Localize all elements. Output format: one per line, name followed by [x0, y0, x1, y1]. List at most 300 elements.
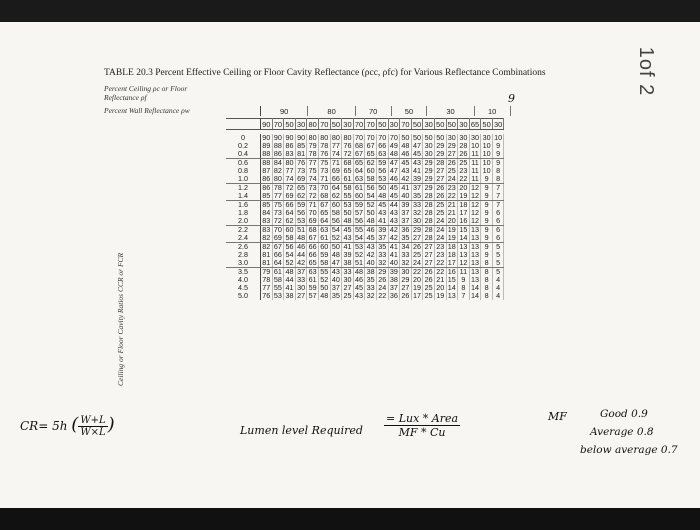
- mf-label: MF: [548, 410, 567, 423]
- reflectance-cell: 55: [320, 267, 329, 276]
- reflectance-cell: 27: [424, 250, 433, 259]
- reflectance-cell: 86: [273, 149, 282, 158]
- reflectance-cell: 48: [366, 216, 375, 225]
- reflectance-cell: 83: [285, 149, 294, 158]
- bottom-bar: [0, 508, 700, 530]
- reflectance-grid: [226, 134, 504, 300]
- reflectance-cell: 29: [401, 275, 410, 284]
- reflectance-cell: 27: [343, 283, 352, 292]
- reflectance-cell: 40: [389, 258, 398, 267]
- table-title: TABLE 20.3 Percent Effective Ceiling or Floor Cavity Reflectance (ρcc, ρfc) for Various Reflectance Combinations: [104, 68, 546, 78]
- reflectance-cell: 45: [413, 149, 422, 158]
- reflectance-cell: 16: [459, 216, 468, 225]
- reflectance-cell: 55: [273, 283, 282, 292]
- reflectance-cell: 45: [378, 200, 387, 209]
- reflectance-cell: 35: [401, 233, 410, 242]
- reflectance-cell: 28: [424, 191, 433, 200]
- cavity-ratio: 1.4: [226, 192, 261, 201]
- reflectance-cell: 52: [355, 250, 364, 259]
- page-indicator: 1of 2: [634, 46, 657, 97]
- reflectance-cell: 50: [413, 133, 422, 142]
- reflectance-cell: 72: [343, 149, 352, 158]
- reflectance-cell: 41: [343, 242, 352, 251]
- reflectance-cell: 8: [492, 167, 504, 175]
- reflectance-cell: 26: [459, 149, 468, 158]
- reflectance-cell: 35: [366, 275, 375, 284]
- reflectance-cell: 82: [262, 242, 271, 251]
- reflectance-cell: 68: [320, 191, 329, 200]
- reflectance-cell: 80: [320, 133, 329, 142]
- reflectance-cell: 19: [447, 233, 456, 242]
- reflectance-cell: 70: [308, 208, 317, 217]
- reflectance-cell: 46: [389, 174, 398, 183]
- reflectance-cell: 65: [366, 149, 375, 158]
- reflectance-cell: 60: [355, 191, 364, 200]
- reflectance-cell: 19: [459, 191, 468, 200]
- reflectance-cell: 43: [378, 208, 387, 217]
- reflectance-cell: 11: [469, 167, 481, 175]
- reflectance-cell: 30: [447, 133, 456, 142]
- reflectance-cell: 61: [343, 174, 352, 183]
- reflectance-cell: 44: [389, 200, 398, 209]
- reflectance-cell: 44: [297, 250, 306, 259]
- reflectance-cell: 12: [470, 200, 479, 209]
- reflectance-cell: 68: [355, 141, 364, 150]
- reflectance-cell: 32: [413, 208, 422, 217]
- reflectance-cell: 55: [343, 191, 352, 200]
- reflectance-cell: 50: [331, 242, 340, 251]
- reflectance-cell: 12: [470, 191, 479, 200]
- cr-prefix: CR= 5h: [20, 419, 68, 433]
- reflectance-cell: 69: [297, 174, 306, 183]
- reflectance-cell: 9: [492, 142, 504, 150]
- reflectance-cell: 53: [343, 200, 352, 209]
- cavity-ratio: 3.0: [226, 259, 261, 268]
- reflectance-cell: 61: [320, 233, 329, 242]
- reflectance-cell: 88: [262, 149, 271, 158]
- reflectance-cell: 11: [469, 150, 481, 159]
- reflectance-cell: 37: [401, 216, 410, 225]
- reflectance-cell: 22: [413, 267, 422, 276]
- reflectance-cell: 82: [262, 233, 271, 242]
- reflectance-cell: 13: [470, 233, 479, 242]
- reflectance-cell: 70: [378, 133, 387, 142]
- document-page: [0, 22, 700, 508]
- ceiling-value: 30: [427, 106, 474, 116]
- table-row: [226, 292, 504, 300]
- reflectance-cell: 37: [389, 283, 398, 292]
- reflectance-cell: 33: [413, 200, 422, 209]
- reflectance-cell: 14: [447, 283, 456, 292]
- reflectance-cell: 40: [331, 275, 340, 284]
- reflectance-cell: 4: [492, 276, 504, 284]
- reflectance-cell: 35: [331, 291, 340, 300]
- reflectance-cell: 21: [436, 275, 445, 284]
- reflectance-cell: 20: [459, 183, 468, 192]
- wall-value: 30: [389, 119, 398, 129]
- reflectance-cell: 43: [355, 291, 364, 300]
- reflectance-cell: 41: [413, 166, 422, 175]
- reflectance-cell: 13: [470, 267, 479, 276]
- reflectance-cell: 10: [494, 133, 503, 142]
- reflectance-cell: 15: [459, 225, 468, 234]
- reflectance-cell: 8: [481, 284, 493, 292]
- reflectance-cell: 37: [378, 233, 387, 242]
- wall-reflectance-label: Percent Wall Reflectance ρw: [104, 106, 190, 115]
- cavity-ratio: 0: [226, 134, 261, 142]
- reflectance-cell: 27: [436, 166, 445, 175]
- reflectance-cell: 41: [389, 242, 398, 251]
- reflectance-cell: 70: [366, 133, 375, 142]
- reflectance-cell: 45: [366, 233, 375, 242]
- lumen-numerator: = Lux * Area: [386, 412, 459, 425]
- reflectance-cell: 63: [355, 174, 364, 183]
- reflectance-cell: 38: [343, 258, 352, 267]
- reflectance-cell: 33: [366, 283, 375, 292]
- reflectance-cell: 50: [378, 183, 387, 192]
- cavity-ratio: 0.8: [226, 167, 261, 175]
- reflectance-cell: 39: [378, 225, 387, 234]
- reflectance-cell: 46: [401, 149, 410, 158]
- reflectance-cell: 52: [285, 258, 294, 267]
- lumen-denominator: MF * Cu: [398, 426, 446, 439]
- reflectance-cell: 34: [401, 242, 410, 251]
- reflectance-cell: 29: [424, 183, 433, 192]
- reflectance-cell: 15: [447, 275, 456, 284]
- reflectance-cell: 47: [389, 166, 398, 175]
- reflectance-cell: 52: [320, 275, 329, 284]
- reflectance-cell: 46: [297, 242, 306, 251]
- reflectance-cell: 8: [481, 259, 493, 268]
- reflectance-cell: 54: [331, 225, 340, 234]
- reflectance-cell: 33: [297, 275, 306, 284]
- reflectance-cell: 75: [320, 158, 329, 167]
- reflectance-cell: 26: [424, 267, 433, 276]
- reflectance-cell: 60: [285, 225, 294, 234]
- cavity-ratio: 4.5: [226, 284, 261, 292]
- reflectance-cell: 29: [436, 141, 445, 150]
- wall-value: 30: [459, 119, 468, 129]
- reflectance-cell: 62: [331, 191, 340, 200]
- reflectance-cell: 25: [413, 250, 422, 259]
- reflectance-cell: 26: [447, 158, 456, 167]
- reflectance-cell: 84: [262, 208, 271, 217]
- reflectance-cell: 90: [273, 133, 282, 142]
- wall-value: 30: [494, 119, 503, 129]
- reflectance-cell: 52: [366, 200, 375, 209]
- reflectance-cell: 6: [492, 217, 504, 226]
- cavity-ratio: 5.0: [226, 292, 261, 300]
- reflectance-cell: 9: [458, 276, 470, 284]
- reflectance-cell: 23: [447, 183, 456, 192]
- reflectance-cell: 48: [378, 191, 387, 200]
- ceiling-reflectance-label: Percent Ceiling ρc or Floor Reflectance ρf: [104, 84, 188, 102]
- reflectance-cell: 81: [262, 250, 271, 259]
- reflectance-cell: 13: [470, 242, 479, 251]
- wall-value: 50: [331, 119, 341, 129]
- reflectance-cell: 56: [285, 242, 294, 251]
- reflectance-cell: 36: [389, 291, 398, 300]
- reflectance-cell: 25: [447, 166, 456, 175]
- reflectance-cell: 61: [308, 275, 317, 284]
- reflectance-cell: 67: [308, 233, 317, 242]
- reflectance-cell: 63: [308, 267, 317, 276]
- reflectance-cell: 48: [401, 141, 410, 150]
- reflectance-cell: 77: [331, 141, 340, 150]
- reflectance-cell: 88: [262, 158, 271, 167]
- reflectance-cell: 71: [320, 174, 329, 183]
- reflectance-cell: 7: [492, 201, 504, 210]
- ceiling-value: 90: [261, 106, 308, 116]
- reflectance-cell: 59: [378, 158, 387, 167]
- reflectance-cell: 70: [389, 133, 398, 142]
- reflectance-cell: 85: [297, 141, 306, 150]
- cavity-ratio: 0.2: [226, 142, 261, 150]
- reflectance-cell: 76: [320, 149, 329, 158]
- reflectance-cell: 27: [297, 291, 306, 300]
- reflectance-cell: 50: [366, 208, 375, 217]
- reflectance-cell: 59: [308, 283, 317, 292]
- cavity-ratio: 1.2: [226, 184, 261, 193]
- reflectance-cell: 25: [436, 208, 445, 217]
- reflectance-cell: 86: [262, 174, 271, 183]
- reflectance-cell: 30: [297, 283, 306, 292]
- reflectance-cell: 9: [481, 209, 493, 217]
- reflectance-cell: 30: [424, 141, 433, 150]
- reflectance-cell: 43: [331, 267, 340, 276]
- lumen-formula: [384, 412, 460, 439]
- reflectance-cell: 47: [413, 141, 422, 150]
- ceiling-value: 70: [355, 106, 391, 116]
- reflectance-cell: 26: [401, 291, 410, 300]
- reflectance-cell: 13: [470, 258, 479, 267]
- reflectance-cell: 27: [424, 258, 433, 267]
- reflectance-cell: 69: [285, 191, 294, 200]
- wall-value: 30: [424, 119, 433, 129]
- reflectance-cell: 61: [355, 183, 364, 192]
- reflectance-cell: 5: [492, 251, 504, 259]
- reflectance-cell: 48: [331, 250, 340, 259]
- reflectance-cell: 59: [297, 200, 306, 209]
- reflectance-cell: 77: [262, 283, 271, 292]
- reflectance-cell: 18: [447, 250, 456, 259]
- reflectance-cell: 73: [273, 208, 282, 217]
- reflectance-cell: 22: [436, 258, 445, 267]
- reflectance-cell: 53: [355, 242, 364, 251]
- reflectance-cell: 43: [389, 216, 398, 225]
- reflectance-cell: 39: [401, 200, 410, 209]
- reflectance-cell: 48: [320, 291, 329, 300]
- reflectance-cell: 28: [424, 225, 433, 234]
- reflectance-cell: 52: [331, 233, 340, 242]
- wall-value: 70: [366, 119, 375, 129]
- reflectance-cell: 27: [424, 242, 433, 251]
- wall-value: 70: [320, 119, 329, 129]
- reflectance-cell: 29: [436, 149, 445, 158]
- reflectance-cell: 7: [458, 292, 470, 300]
- wall-value: 30: [296, 119, 306, 129]
- reflectance-cell: 28: [459, 141, 468, 150]
- reflectance-cell: 70: [273, 225, 282, 234]
- reflectance-cell: 51: [297, 225, 306, 234]
- reflectance-cell: 9: [492, 150, 504, 159]
- reflectance-cell: 6: [492, 234, 504, 243]
- reflectance-cell: 89: [262, 141, 271, 150]
- reflectance-cell: 80: [308, 133, 317, 142]
- reflectance-cell: 67: [355, 149, 364, 158]
- wall-value: 70: [273, 119, 283, 129]
- reflectance-cell: 13: [470, 275, 479, 284]
- reflectance-cell: 44: [285, 275, 294, 284]
- reflectance-cell: 30: [459, 133, 468, 142]
- reflectance-cell: 74: [285, 174, 294, 183]
- reflectance-cell: 8: [481, 276, 493, 284]
- reflectance-cell: 69: [308, 216, 317, 225]
- reflectance-cell: 81: [262, 258, 271, 267]
- ceiling-value: 80: [308, 106, 355, 116]
- wall-value: 50: [436, 119, 445, 129]
- wall-value: 30: [343, 119, 352, 129]
- reflectance-cell: 56: [355, 216, 364, 225]
- reflectance-cell: 39: [413, 174, 422, 183]
- cavity-ratio: 2.6: [226, 243, 261, 252]
- reflectance-cell: 13: [459, 242, 468, 251]
- reflectance-cell: 13: [447, 291, 456, 300]
- reflectance-cell: 19: [436, 291, 445, 300]
- reflectance-cell: 5: [492, 268, 504, 277]
- reflectance-cell: 27: [436, 174, 445, 183]
- reflectance-cell: 66: [308, 250, 317, 259]
- reflectance-cell: 58: [320, 258, 329, 267]
- reflectance-cell: 60: [331, 200, 340, 209]
- reflectance-cell: 39: [389, 267, 398, 276]
- reflectance-cell: 11: [458, 268, 470, 277]
- reflectance-cell: 25: [459, 158, 468, 167]
- reflectance-cell: 53: [378, 174, 387, 183]
- reflectance-cell: 58: [343, 183, 352, 192]
- reflectance-cell: 62: [285, 216, 294, 225]
- wall-value: 50: [447, 119, 456, 129]
- reflectance-cell: 45: [401, 158, 410, 167]
- reflectance-cell: 77: [308, 158, 317, 167]
- reflectance-cell: 8: [492, 175, 504, 184]
- reflectance-cell: 80: [331, 133, 340, 142]
- cavity-ratio: 4.0: [226, 276, 261, 284]
- reflectance-cell: 22: [436, 267, 445, 276]
- reflectance-cell: 4: [492, 292, 504, 300]
- side-axis-label: Ceiling or Floor Cavity Ratios CCR or FCR: [116, 252, 125, 386]
- reflectance-cell: 73: [297, 166, 306, 175]
- wall-value: 70: [354, 119, 364, 129]
- reflectance-cell: 64: [273, 258, 282, 267]
- wall-value: 50: [412, 119, 422, 129]
- reflectance-cell: 49: [389, 141, 398, 150]
- reflectance-cell: 10: [482, 158, 491, 167]
- reflectance-cell: 25: [343, 291, 352, 300]
- reflectance-cell: 64: [355, 166, 364, 175]
- reflectance-cell: 28: [436, 158, 445, 167]
- reflectance-cell: 30: [343, 275, 352, 284]
- reflectance-cell: 8: [458, 284, 470, 292]
- reflectance-cell: 27: [413, 233, 422, 242]
- reflectance-cell: 58: [285, 233, 294, 242]
- reflectance-cell: 9: [481, 251, 493, 259]
- reflectance-cell: 6: [492, 226, 504, 235]
- cr-fraction: [78, 415, 107, 438]
- cavity-ratio-formula: CR= 5h ( $\frac{W+L}{W\times L}$ ): [20, 414, 115, 438]
- reflectance-cell: 90: [297, 133, 306, 142]
- reflectance-cell: 67: [366, 141, 375, 150]
- reflectance-cell: 72: [285, 183, 294, 192]
- reflectance-cell: 65: [343, 166, 352, 175]
- reflectance-cell: 10: [470, 141, 479, 150]
- reflectance-cell: 50: [320, 283, 329, 292]
- reflectance-cell: 18: [459, 200, 468, 209]
- reflectance-cell: 24: [378, 283, 387, 292]
- reflectance-cell: 65: [320, 208, 329, 217]
- reflectance-cell: 73: [308, 183, 317, 192]
- reflectance-cell: 9: [481, 226, 493, 235]
- reflectance-cell: 23: [436, 242, 445, 251]
- reflectance-cell: 32: [378, 258, 387, 267]
- reflectance-cell: 24: [436, 233, 445, 242]
- reflectance-cell: 56: [297, 208, 306, 217]
- reflectance-cell: 48: [285, 267, 294, 276]
- reflectance-cell: 32: [366, 291, 375, 300]
- reflectance-cell: 23: [459, 166, 468, 175]
- reflectance-cell: 64: [331, 183, 340, 192]
- reflectance-cell: 29: [413, 225, 422, 234]
- cavity-ratio: 2.0: [226, 217, 261, 226]
- reflectance-cell: 80: [343, 133, 352, 142]
- reflectance-cell: 10: [482, 141, 491, 150]
- wall-header-row: [226, 118, 504, 130]
- reflectance-cell: 25: [424, 291, 433, 300]
- reflectance-cell: 54: [355, 233, 364, 242]
- reflectance-cell: 20: [436, 283, 445, 292]
- reflectance-cell: 46: [366, 225, 375, 234]
- reflectance-cell: 9: [481, 243, 493, 252]
- reflectance-cell: 56: [366, 183, 375, 192]
- reflectance-cell: 14: [459, 233, 468, 242]
- reflectance-cell: 12: [470, 183, 479, 192]
- reflectance-cell: 69: [273, 233, 282, 242]
- reflectance-cell: 28: [424, 208, 433, 217]
- reflectance-cell: 13: [470, 250, 479, 259]
- reflectance-cell: 54: [366, 191, 375, 200]
- reflectance-cell: 76: [262, 291, 271, 300]
- reflectance-cell: 82: [273, 166, 282, 175]
- mf-good: Good 0.9: [600, 408, 648, 420]
- reflectance-cell: 9: [481, 184, 493, 193]
- reflectance-cell: 26: [436, 183, 445, 192]
- reflectance-cell: 71: [331, 158, 340, 167]
- cavity-ratio: 0.4: [226, 150, 261, 159]
- reflectance-cell: 48: [389, 149, 398, 158]
- ceiling-value: 10: [474, 106, 510, 116]
- reflectance-cell: 47: [331, 258, 340, 267]
- reflectance-cell: 27: [447, 149, 456, 158]
- reflectance-cell: 60: [320, 242, 329, 251]
- reflectance-cell: 23: [436, 250, 445, 259]
- reflectance-cell: 86: [262, 183, 271, 192]
- lumen-label: Lumen level Required: [240, 424, 363, 437]
- cavity-ratio: 1.0: [226, 175, 261, 184]
- cavity-ratio: 0.6: [226, 159, 261, 168]
- reflectance-cell: 55: [355, 225, 364, 234]
- reflectance-cell: 21: [447, 200, 456, 209]
- reflectance-cell: 76: [297, 158, 306, 167]
